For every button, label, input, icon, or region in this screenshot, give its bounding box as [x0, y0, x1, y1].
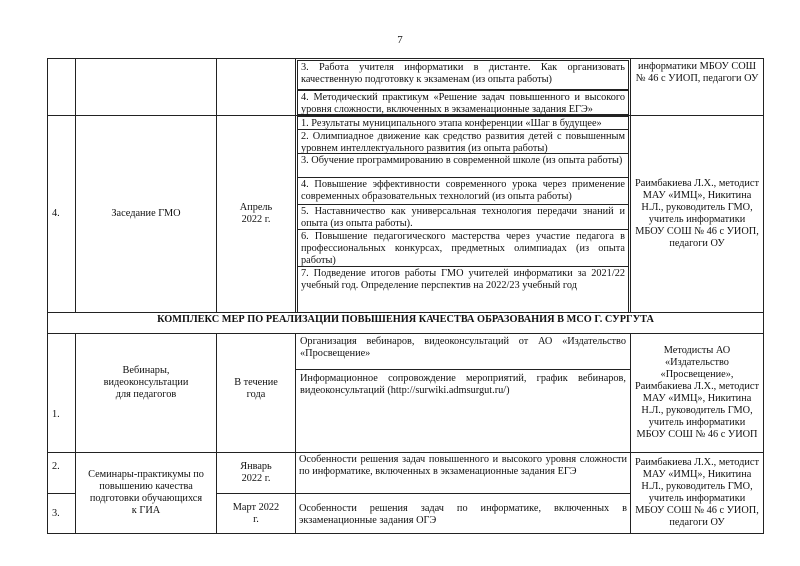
divider	[296, 369, 630, 370]
agenda-item: 7. Подведение итогов работы ГМО учителей информатики за 2021/22 учебный год. Определение перспектив на 2022/23 учебный год	[297, 266, 629, 312]
event-date: Апрель 2022 г.	[239, 202, 273, 225]
cell-event-empty	[75, 58, 217, 116]
event-date: В течение года	[234, 377, 278, 400]
agenda-item: 1. Результаты муниципального этапа конференции «Шаг в будущее»	[297, 116, 629, 130]
event-name: Заседание ГМО	[111, 208, 181, 219]
responsible-text: Раимбакиева Л.Х., методист МАУ «ИМЦ», Никитина Н.Л., руководитель ГМО, учитель информатики МБОУ СОШ № 46 с УИОП, педагоги ОУ	[635, 457, 759, 528]
agenda-item: 4. Методический практикум «Решение задач повышенного и высокого уровня сложности, включенных в экзаменационные задания ЕГЭ»	[297, 90, 629, 115]
event-name: Семинары-практикумы по повышению качества подготовки обучающихся к ГИА	[88, 469, 204, 516]
event-date: Март 2022 г.	[232, 501, 280, 525]
event-name: Вебинары, видеоконсультации для педагогов	[103, 365, 189, 400]
agenda-item: 4. Повышение эффективности современного урока через применение современных образовательных технологий (из опыта работы)	[297, 177, 629, 205]
row-number: 2.	[52, 461, 60, 472]
agenda-item: Особенности решения задач повышенного и высокого уровня сложности по информатике, включенных в экзаменационные задания ЕГЭ	[295, 452, 631, 494]
cell-event	[75, 452, 217, 534]
agenda-item: 3. Работа учителя информатики в дистанте. Как организовать качественную подготовку к экзаменам (из опыта работы)	[297, 60, 629, 90]
cell-number	[47, 333, 76, 453]
cell-number	[47, 493, 76, 534]
cell-date-empty	[216, 58, 296, 116]
cell-number	[47, 452, 76, 494]
event-date: Январь 2022 г.	[240, 461, 272, 484]
row-number: 3.	[52, 508, 60, 519]
agenda-item: 3. Обучение программированию в современной школе (из опыта работы)	[297, 153, 629, 178]
agenda-item: Особенности решения задач по информатике, включенных в экзаменационные задания ОГЭ	[295, 493, 631, 534]
cell-date	[216, 115, 296, 313]
agenda-item: Организация вебинаров, видеоконсультаций от АО «Издательство «Просвещение»	[300, 336, 626, 359]
cell-date	[216, 493, 296, 534]
responsible-text: Методисты АО «Издательство «Просвещение», Раимбакиева Л.Х., методист МАУ «ИМЦ», Никитина Н.Л., руководитель ГМО, учитель информатики МБОУ СОШ № 46 с УИОП	[635, 345, 759, 440]
agenda-item: 5. Наставничество как универсальная технология передачи знаний и опыта (из опыта работы).	[297, 204, 629, 230]
cell-responsible	[630, 333, 764, 453]
responsible-text: информатики МБОУ СОШ № 46 с УИОП, педагоги ОУ	[635, 61, 759, 84]
row-number: 4.	[52, 208, 60, 219]
cell-event	[75, 333, 217, 453]
page-number: 7	[397, 34, 403, 46]
agenda-item: 6. Повышение педагогического мастерства через участие педагога в профессиональных конкурсах, предметных олимпиадах (из опыта работы)	[297, 229, 629, 267]
section-header	[47, 312, 764, 334]
cell-number	[47, 115, 76, 313]
responsible-text: Раимбакиева Л.Х., методист МАУ «ИМЦ», Никитина Н.Л., руководитель ГМО, учитель информатики МБОУ СОШ № 46 с УИОП, педагоги ОУ	[635, 178, 759, 249]
cell-number-empty	[47, 58, 76, 116]
row-number: 1.	[52, 409, 60, 420]
cell-event	[75, 115, 217, 313]
section-title: КОМПЛЕКС МЕР ПО РЕАЛИЗАЦИИ ПОВЫШЕНИЯ КАЧЕСТВА ОБРАЗОВАНИЯ В МСО Г. СУРГУТА	[157, 314, 654, 325]
cell-date	[216, 333, 296, 453]
cell-responsible	[630, 115, 764, 313]
agenda-item: Информационное сопровождение мероприятий, график вебинаров, видеоконсультаций (http://surwiki.admsurgut.ru/)	[300, 373, 626, 396]
agenda-item: 2. Олимпиадное движение как средство развития детей с повышенным уровнем интеллектуального развития (из опыта работы)	[297, 129, 629, 154]
cell-date	[216, 452, 296, 494]
cell-responsible	[630, 452, 764, 534]
